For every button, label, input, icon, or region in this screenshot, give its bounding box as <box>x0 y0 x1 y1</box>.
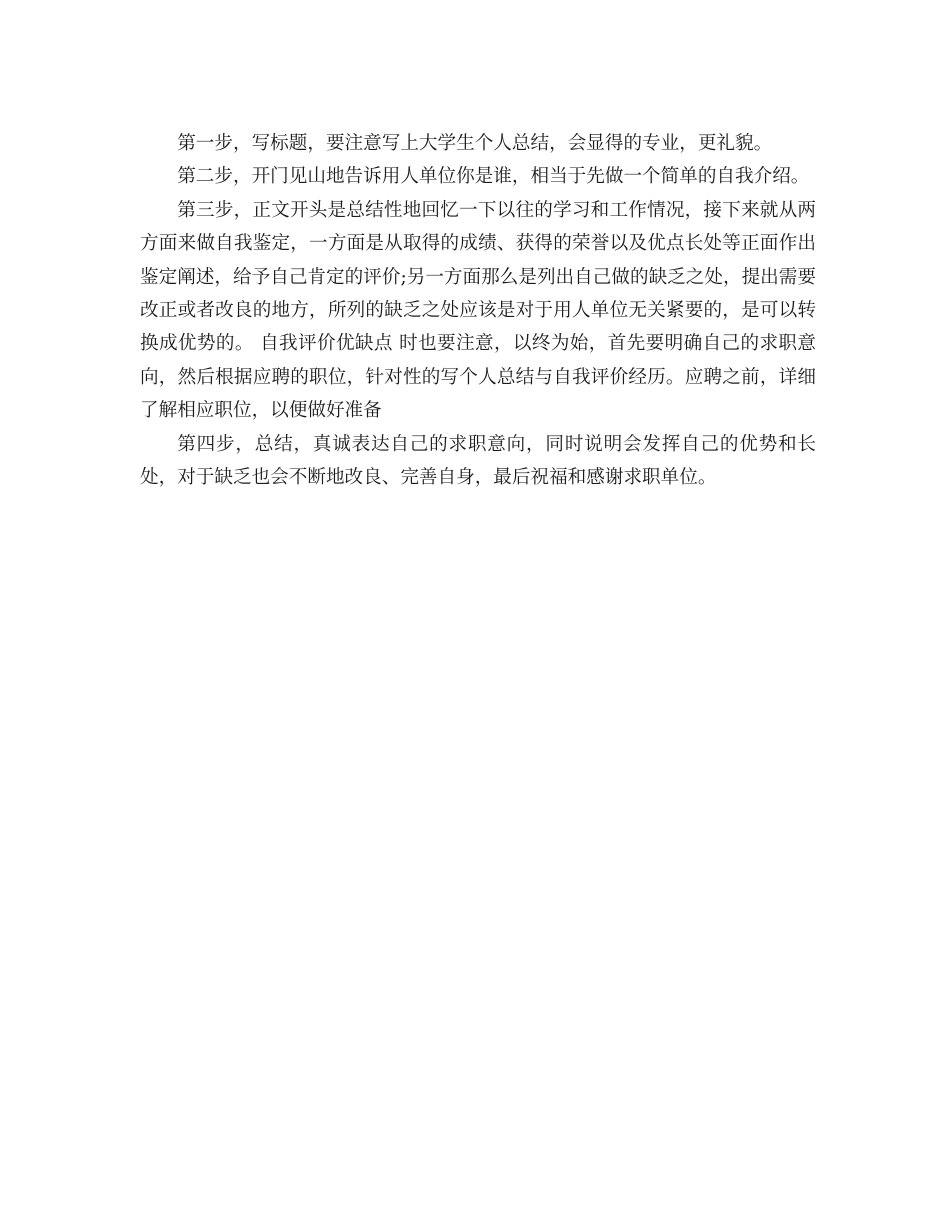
paragraph-step-3: 第三步，正文开头是总结性地回忆一下以往的学习和工作情况，接下来就从两方面来做自我鉴定，一方面是从取得的成绩、获得的荣誉以及优点长处等正面作出鉴定阐述，给予自己肯定的评价;另一方面那么是列出自己做的缺乏之处，提出需要改正或者改良的地方，所列的缺乏之处应该是对于用人单位无关紧要的，是可以转换成优势的。 自我评价优缺点 时也要注意，以终为始，首先要明确自己的求职意向，然后根据应聘的职位，针对性的写个人总结与自我评价经历。应聘之前，详细了解相应职位，以便做好准备 <box>140 199 816 422</box>
paragraph-step-2: 第二步，开门见山地告诉用人单位你是谁，相当于先做一个简单的自我介绍。 <box>177 166 810 188</box>
paragraph-step-1: 第一步，写标题，要注意写上大学生个人总结，会显得的专业，更礼貌。 <box>177 133 773 154</box>
document-body <box>140 127 816 494</box>
paragraph-step-4: 第四步，总结，真诚表达自己的求职意向，同时说明会发挥自己的优势和长处，对于缺乏也会不断地改良、完善自身，最后祝福和感谢求职单位。 <box>140 433 816 489</box>
